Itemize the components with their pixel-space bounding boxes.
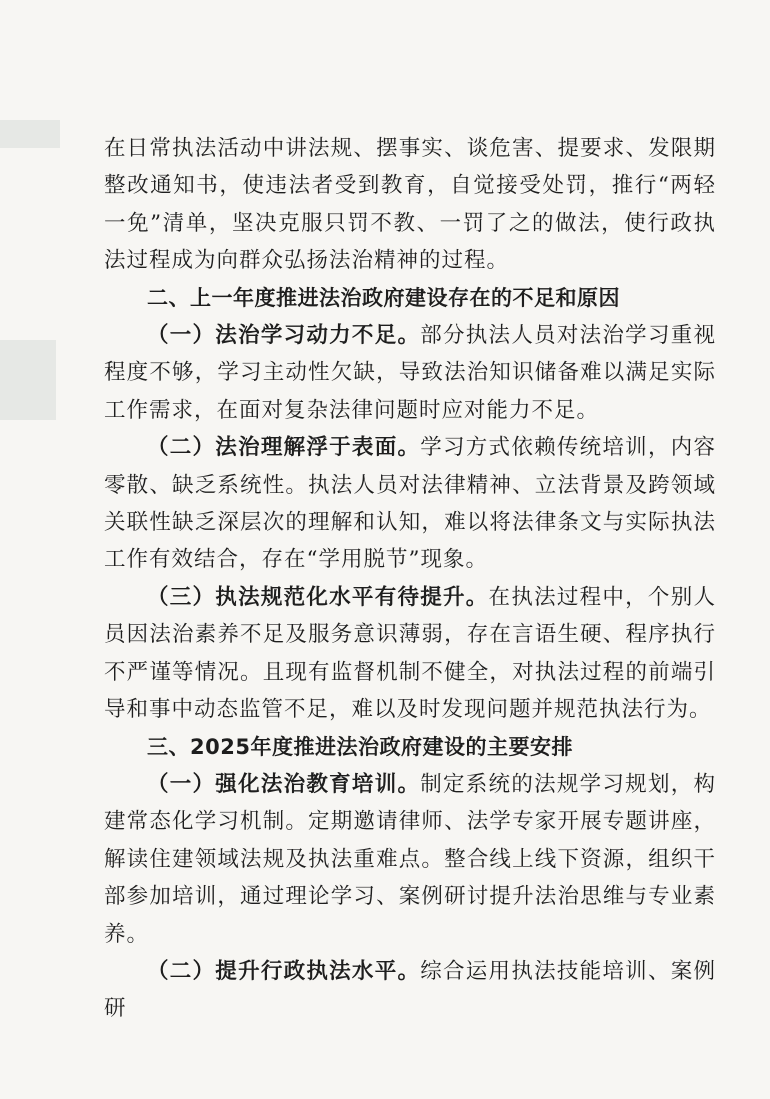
- item-text: 在执法过程中，个别人员因法治素养不足及服务意识薄弱，存在言语生硬、程序执行不严谨等情况。且现有监督机制不健全，对执法过程的前端引导和事中动态监管不足，难以及时发现问题并规范执法行为。: [104, 584, 716, 723]
- item-text: 学习方式依赖传统培训，内容零散、缺乏系统性。执法人员对法律精神、立法背景及跨领域关联性缺乏深层次的理解和认知，难以将法律条文与实际执法工作有效结合，存在“学用脱节”现象。: [104, 435, 716, 573]
- item-lead: （一）强化法治教育培训。: [147, 771, 421, 797]
- scan-shadow-top-left: [0, 120, 60, 148]
- item-text: 制定系统的法规学习规划，构建常态化学习机制。定期邀请律师、法学专家开展专题讲座，解读住建领域法规及执法重难点。整合线上线下资源，组织干部参加培训，通过理论学习、案例研讨提升法治思维与专业素养。: [104, 771, 716, 947]
- section-2-item-2: [104, 429, 716, 579]
- document-page: [104, 130, 716, 1028]
- intro-paragraph: 在日常执法活动中讲法规、摆事实、谈危害、提要求、发限期整改通知书，使违法者受到教育，自觉接受处罚，推行“两轻一免”清单，坚决克服只罚不教、一罚了之的做法，使行政执法过程成为向群众弘扬法治精神的过程。: [104, 136, 716, 274]
- section-2-item-1: [104, 317, 716, 429]
- section-2-item-3: [104, 579, 716, 729]
- item-lead: （三）执法规范化水平有待提升。: [147, 584, 489, 610]
- section-3-item-2: [104, 953, 716, 1028]
- item-lead: （一）法治学习动力不足。: [147, 323, 421, 349]
- scan-shadow-left: [0, 340, 56, 420]
- item-lead: （二）提升行政执法水平。: [147, 958, 421, 984]
- section-2-heading: 二、上一年度推进法治政府建设存在的不足和原因: [147, 285, 620, 310]
- item-lead: （二）法治理解浮于表面。: [147, 435, 421, 461]
- item-text: 部分执法人员对法治学习重视程度不够，学习主动性欠缺，导致法治知识储备难以满足实际工作需求，在面对复杂法律问题时应对能力不足。: [104, 323, 716, 423]
- section-3-heading: 三、2025年度推进法治政府建设的主要安排: [147, 734, 573, 759]
- item-text: 综合运用执法技能培训、案例研: [104, 958, 716, 1022]
- section-3-item-1: [104, 766, 716, 953]
